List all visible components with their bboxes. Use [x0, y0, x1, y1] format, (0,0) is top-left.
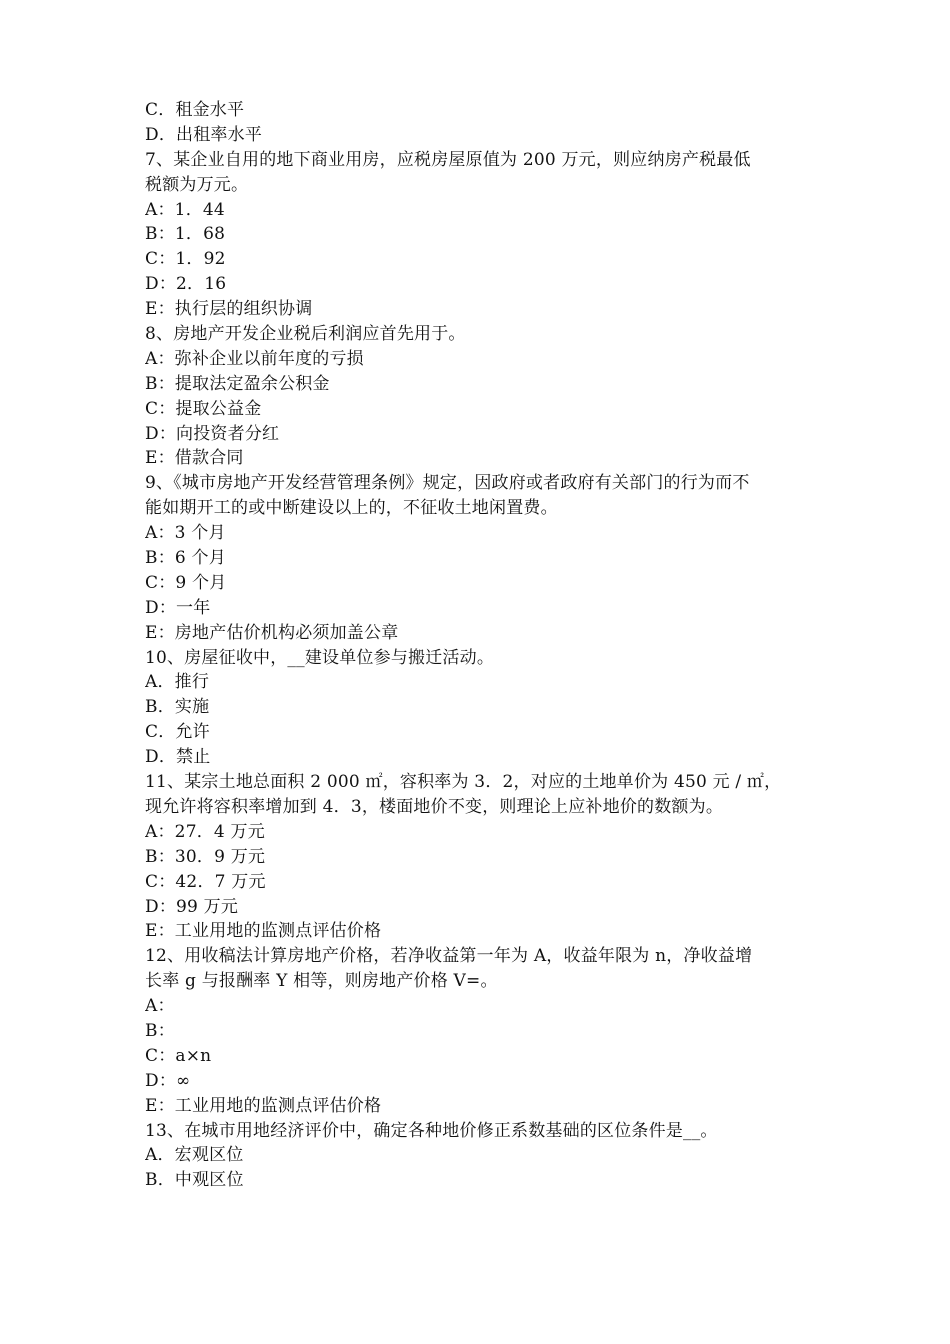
- question-text: 7、某企业自用的地下商业用房，应税房屋原值为 200 万元，则应纳房产税最低: [145, 149, 751, 170]
- option-line: A：3 个月: [145, 523, 226, 544]
- question-text: 能如期开工的或中断建设以上的，不征收土地闲置费。: [145, 498, 558, 519]
- option-line: D：∞: [145, 1070, 191, 1091]
- option-line: A：弥补企业以前年度的亏损: [145, 348, 364, 369]
- option-line: C：42．7 万元: [145, 871, 266, 892]
- option-line: C：提取公益金: [145, 398, 262, 419]
- option-line: C．允许: [145, 722, 210, 743]
- option-line: E：工业用地的监测点评估价格: [145, 921, 382, 942]
- document-body: [145, 98, 815, 1193]
- question-text: 12、用收稿法计算房地产价格，若净收益第一年为 A，收益年限为 n，净收益增: [145, 946, 753, 967]
- option-line: E：执行层的组织协调: [145, 299, 313, 320]
- option-line: A：27．4 万元: [145, 821, 265, 842]
- question-text: 11、某宗土地总面积 2 000 ㎡，容积率为 3．2，对应的土地单价为 450 元 / ㎡，: [145, 772, 782, 793]
- option-line: E：工业用地的监测点评估价格: [145, 1095, 382, 1116]
- option-line: D：2．16: [145, 274, 227, 295]
- question-text: 9、《城市房地产开发经营管理条例》规定，因政府或者政府有关部门的行为而不: [145, 473, 750, 494]
- option-line: E：房地产估价机构必须加盖公章: [145, 622, 399, 643]
- option-line: B：1．68: [145, 224, 226, 245]
- option-line: C：9 个月: [145, 572, 227, 593]
- question-text: 税额为万元。: [145, 174, 249, 195]
- question-text: 13、在城市用地经济评价中，确定各种地价修正系数基础的区位条件是__。: [145, 1120, 718, 1141]
- option-line: A：1．44: [145, 199, 225, 220]
- option-line: B：30．9 万元: [145, 846, 266, 867]
- option-line: E：借款合同: [145, 448, 244, 469]
- question-text: 10、房屋征收中，__建设单位参与搬迁活动。: [145, 647, 495, 668]
- question-text: 长率 g 与报酬率 Y 相等，则房地产价格 V=。: [145, 971, 498, 992]
- option-line: C：1．92: [145, 249, 226, 270]
- option-line: A．宏观区位: [145, 1145, 244, 1166]
- option-line: D．禁止: [145, 747, 211, 768]
- option-line: B．实施: [145, 697, 210, 718]
- option-line: A．推行: [145, 672, 210, 693]
- option-line: B．中观区位: [145, 1170, 244, 1191]
- option-line: A：: [145, 996, 175, 1017]
- option-line: B：: [145, 1020, 175, 1041]
- option-line: D：一年: [145, 597, 211, 618]
- option-line: B：6 个月: [145, 548, 226, 569]
- text-line: D．出租率水平: [145, 124, 263, 145]
- option-line: D：向投资者分红: [145, 423, 280, 444]
- option-line: B：提取法定盈余公积金: [145, 373, 330, 394]
- question-text: 现允许将容积率增加到 4．3，楼面地价不变，则理论上应补地价的数额为。: [145, 796, 724, 817]
- question-text: 8、房地产开发企业税后利润应首先用于。: [145, 324, 466, 345]
- text-line: C．租金水平: [145, 100, 245, 120]
- option-line: D：99 万元: [145, 896, 239, 917]
- option-line: C：a×n: [145, 1045, 212, 1066]
